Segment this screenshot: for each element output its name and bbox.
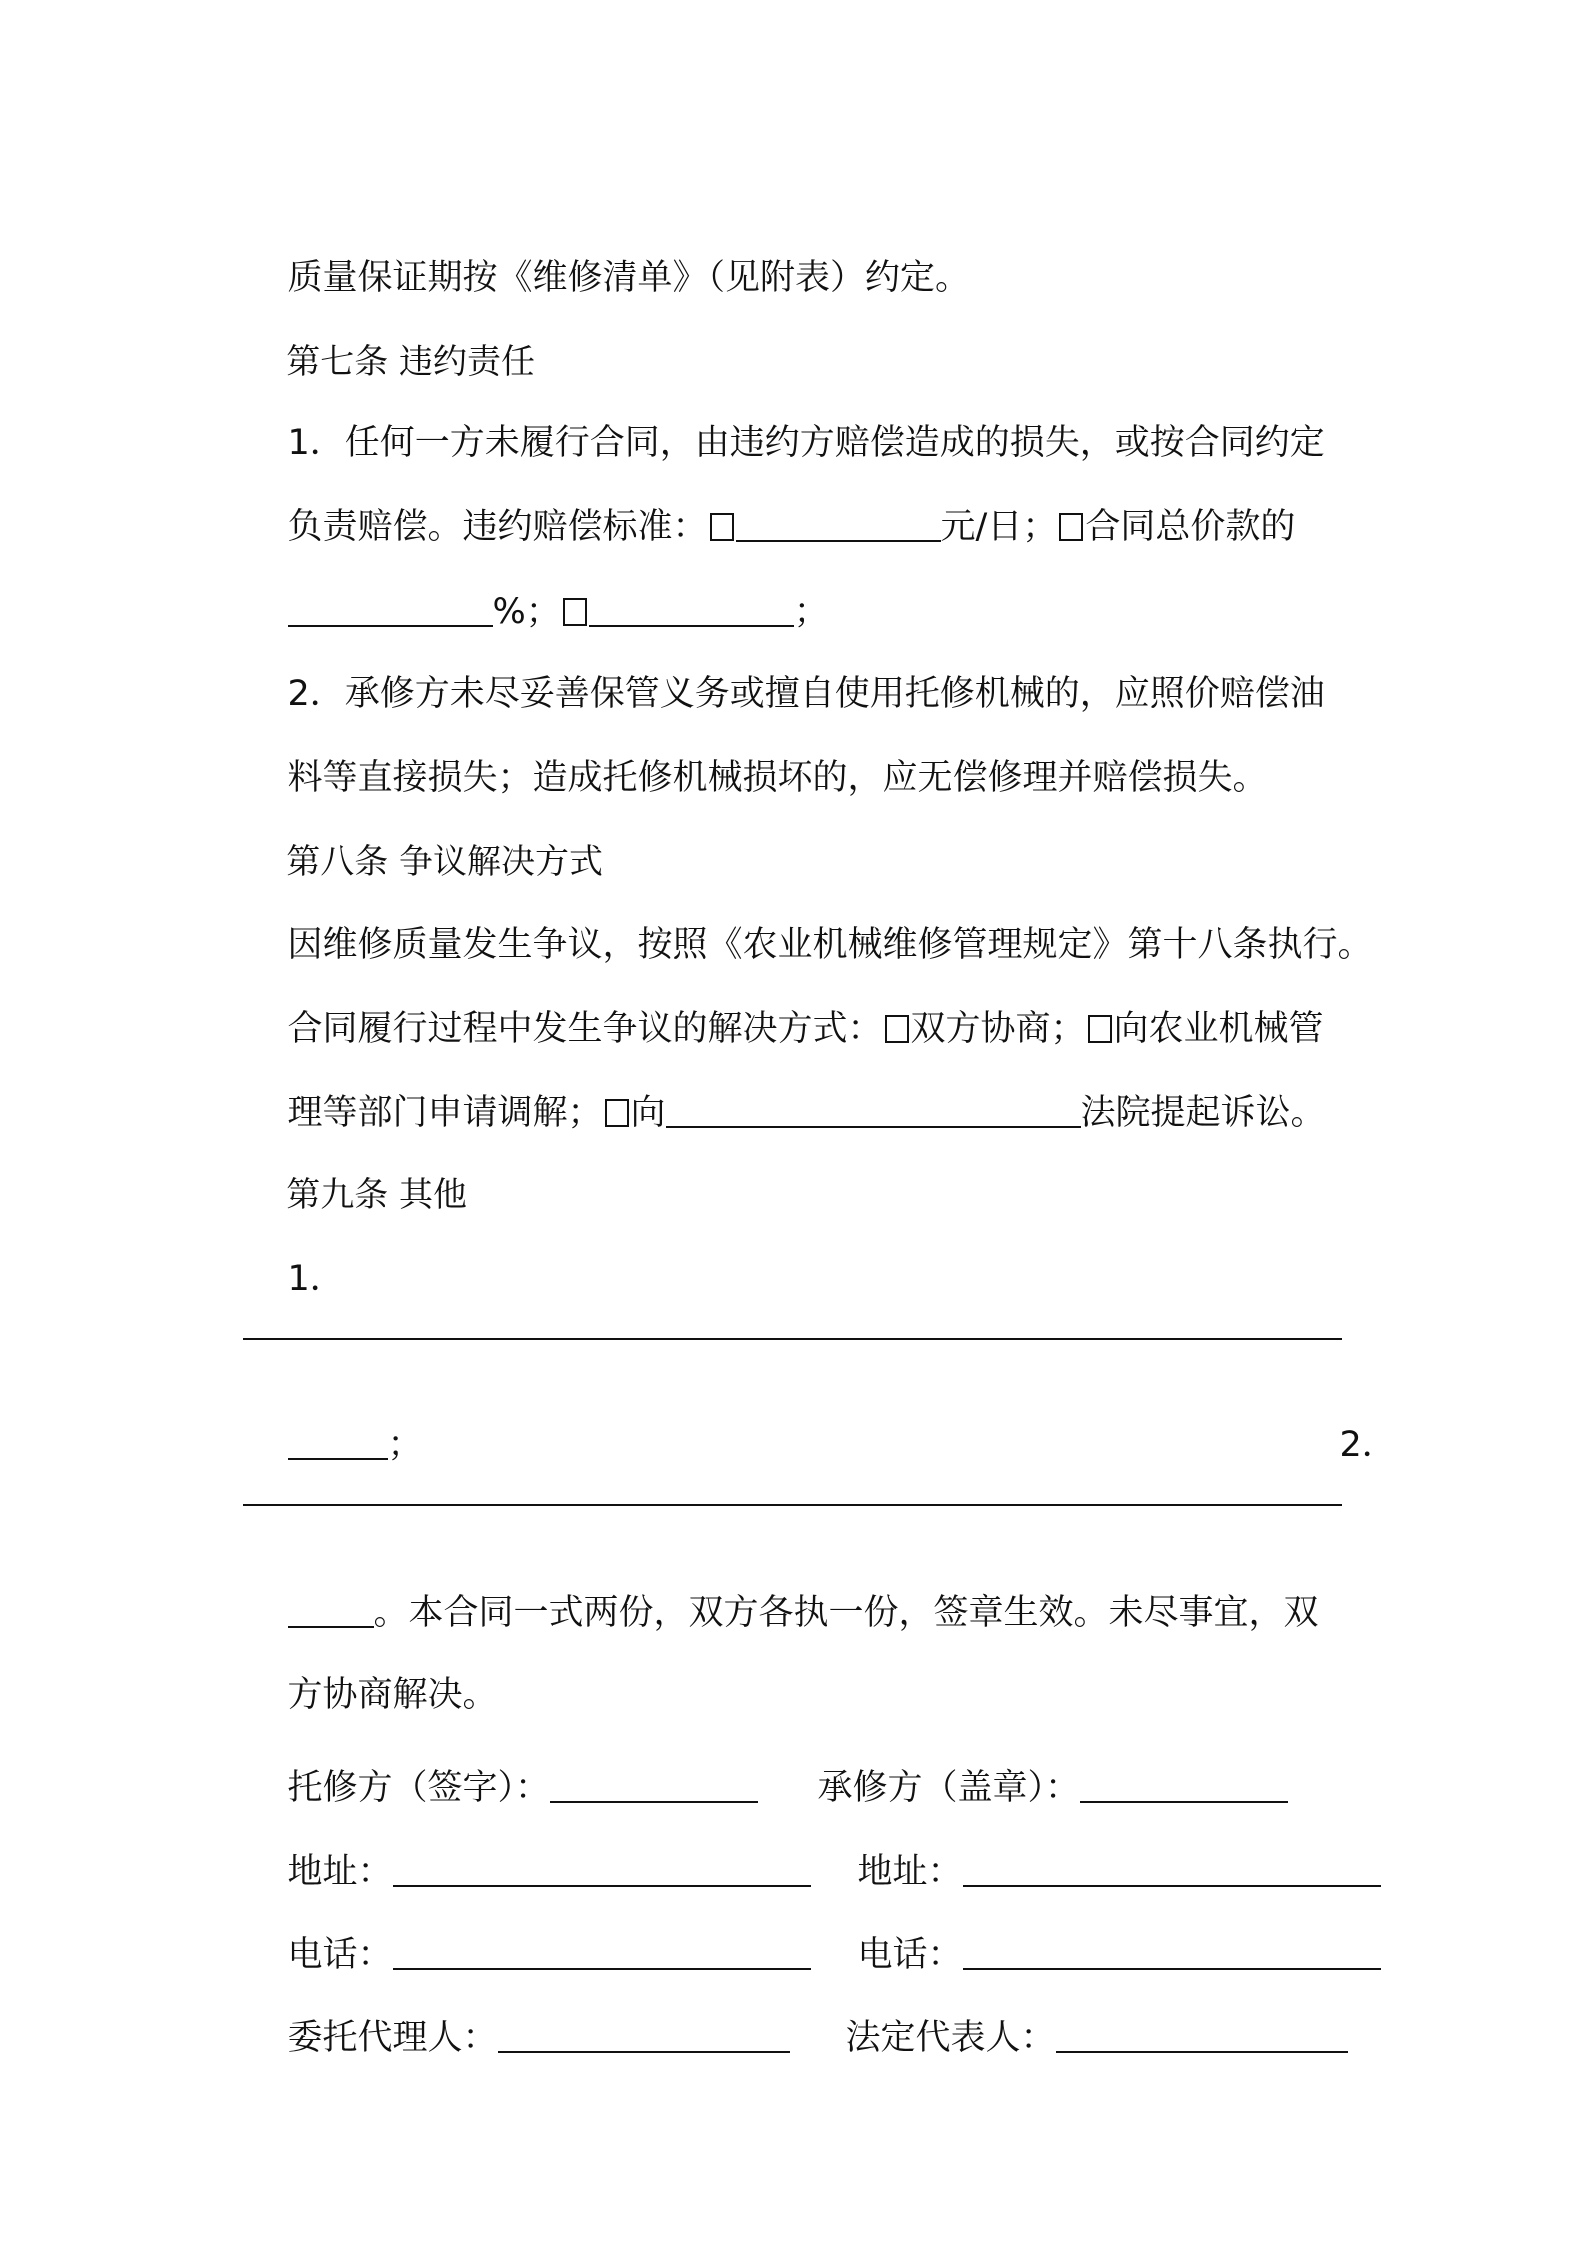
checkbox-total-percent[interactable] xyxy=(1059,513,1083,541)
checkbox-litigation[interactable] xyxy=(605,1099,629,1127)
address-right-label: 地址： xyxy=(857,1852,963,1892)
article-9-title: 第九条 其他 xyxy=(286,1175,468,1215)
clause-9-2-number xyxy=(1295,1370,1397,1520)
semicolon: ； xyxy=(793,592,829,632)
clause-9-1-blank-rule[interactable] xyxy=(243,1338,1342,1340)
article-8-title: 第八条 争议解决方式 xyxy=(286,842,604,882)
agent-label: 委托代理人： xyxy=(287,2018,498,2058)
clause-9-1-label: 1． xyxy=(287,1259,345,1299)
phone-right-label: 电话： xyxy=(857,1935,963,1975)
agent-row xyxy=(243,1963,790,2113)
legal-rep-label: 法定代表人： xyxy=(845,2018,1056,2058)
total-percent-label: 合同总价款的 xyxy=(1085,507,1296,547)
option-mediation-cont: 理等部门申请调解； xyxy=(287,1093,603,1133)
warranty-text: 质量保证期按《维修清单》（见附表）约定。 xyxy=(287,258,971,298)
agent-field[interactable] xyxy=(498,2021,790,2053)
clause-8-1-text: 因维修质量发生争议，按照《农业机械维修管理规定》第十八条执行。 xyxy=(287,925,1373,965)
clause-9-1-end-line xyxy=(243,1370,423,1520)
percent-sign: %； xyxy=(492,592,561,632)
article-7-title: 第七条 违约责任 xyxy=(286,342,536,382)
clause-9-1-number xyxy=(243,1204,345,1354)
litigation-text: 法院提起诉讼。 xyxy=(1080,1093,1326,1133)
client-sign-label: 托修方（签字）： xyxy=(287,1768,551,1808)
option-mediation: 向农业机械管 xyxy=(1113,1009,1324,1049)
address-left-label: 地址： xyxy=(287,1852,393,1892)
clause-9-1-blank-tail[interactable] xyxy=(288,1428,388,1460)
daily-rate-unit: 元/日； xyxy=(940,507,1058,547)
semicolon: ； xyxy=(387,1425,423,1465)
option-negotiation: 双方协商； xyxy=(910,1009,1086,1049)
option-litigation: 向 xyxy=(630,1093,666,1133)
court-name-blank[interactable] xyxy=(666,1096,1081,1128)
clause-7-1-text: 1．任何一方未履行合同，由违约方赔偿造成的损失，或按合同约定 xyxy=(287,423,1325,463)
repairer-seal-label: 承修方（盖章）： xyxy=(817,1768,1081,1808)
contract-copies-text-cont: 方协商解决。 xyxy=(287,1675,498,1715)
clause-9-2-label: 2． xyxy=(1339,1425,1397,1465)
phone-left-label: 电话： xyxy=(287,1935,393,1975)
legal-rep-row xyxy=(801,1963,1348,2113)
legal-rep-field[interactable] xyxy=(1056,2021,1348,2053)
clause-9-2-blank-rule[interactable] xyxy=(243,1504,1342,1506)
clause-7-2-text: 2．承修方未尽妥善保管义务或擅自使用托修机械的，应照价赔偿油 xyxy=(287,674,1325,714)
contract-copies-text: 。本合同一式两份，双方各执一份，签章生效。未尽事宜，双 xyxy=(373,1593,1319,1633)
clause-7-2-text-cont: 料等直接损失；造成托修机械损坏的，应无偿修理并赔偿损失。 xyxy=(287,758,1268,798)
dispute-methods-label: 合同履行过程中发生争议的解决方式： xyxy=(287,1009,883,1049)
penalty-standard-label: 负责赔偿。违约赔偿标准： xyxy=(287,507,708,547)
